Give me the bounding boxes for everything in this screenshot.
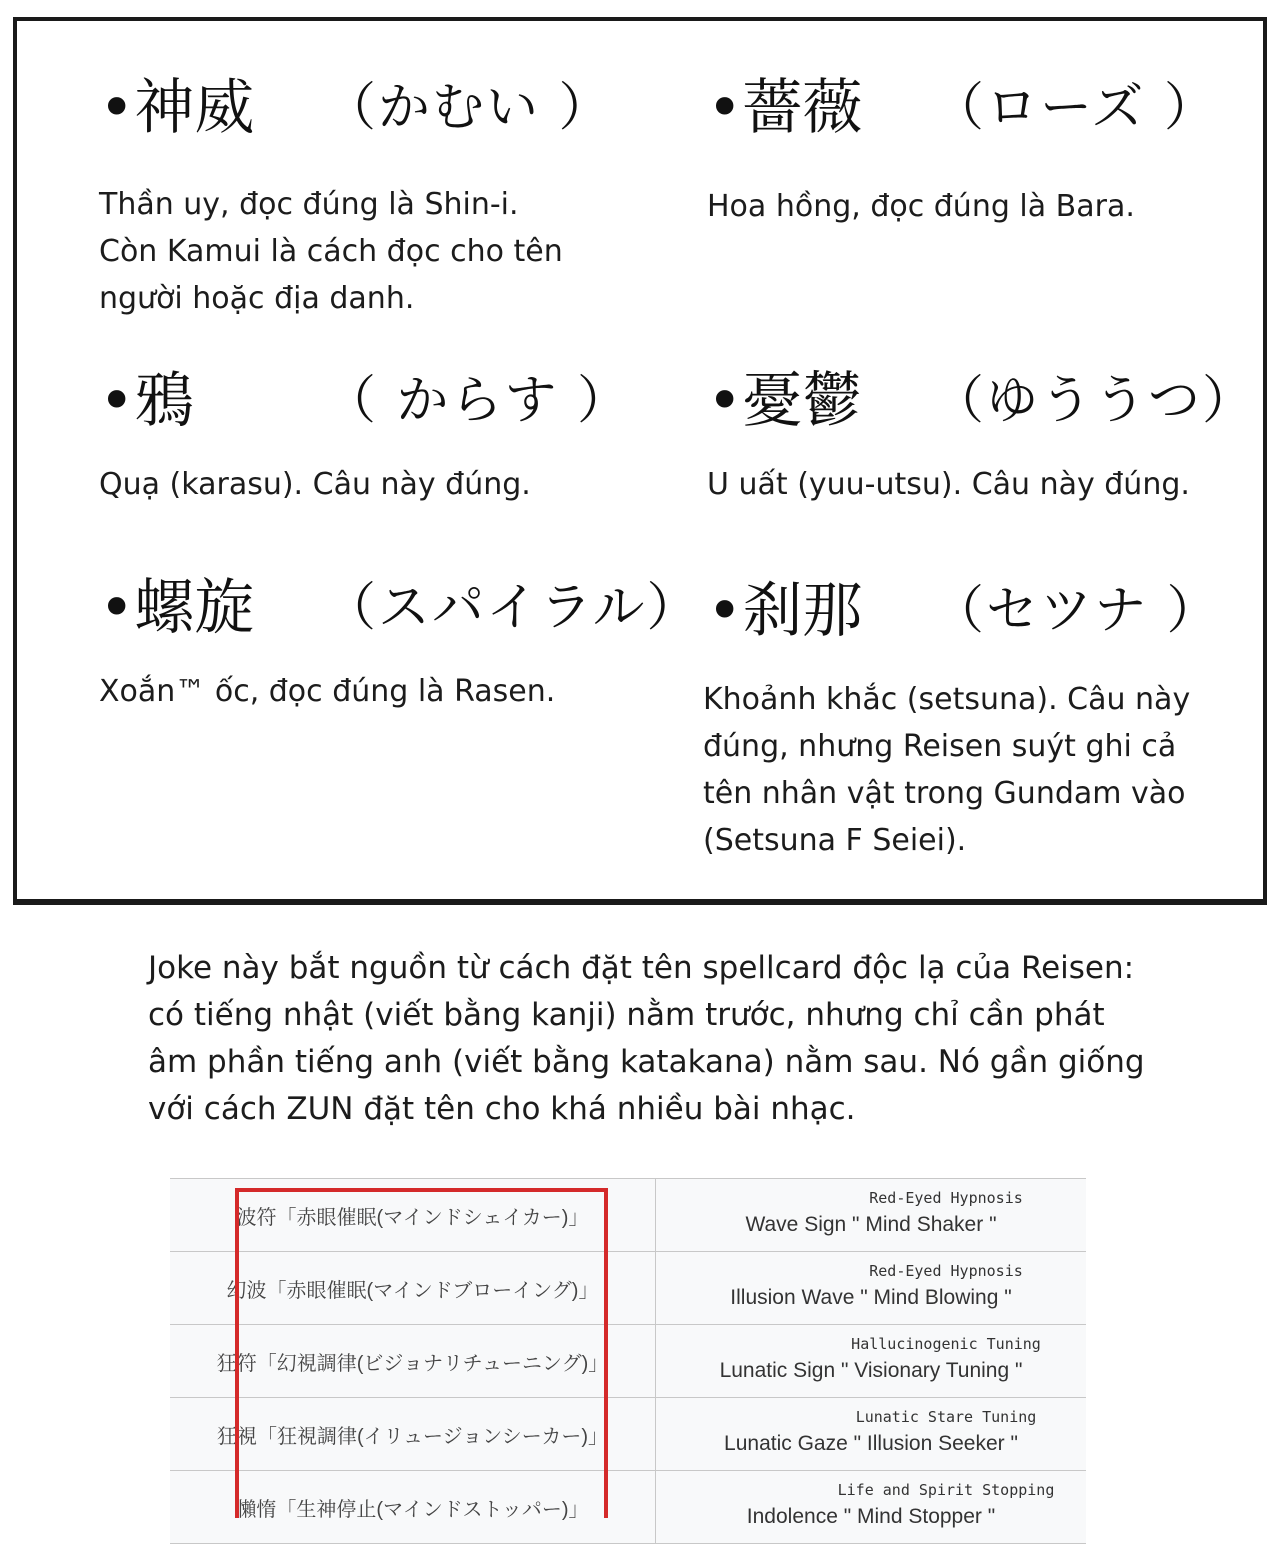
desc-line: (Setsuna F Seiei). <box>703 823 967 858</box>
spell-en-name: Indolence " Mind Stopper " <box>746 1505 996 1528</box>
reading-panel <box>13 17 1267 905</box>
kanji-text: •神威 <box>99 73 255 143</box>
desc-line: Khoảnh khắc (setsuna). Câu này <box>703 682 1191 717</box>
table-row <box>170 1398 1086 1471</box>
entry-bara <box>707 73 1227 273</box>
spell-jp-name: 波符「赤眼催眠(マインドシェイカー)」 <box>170 1179 656 1252</box>
entry-description <box>703 676 1190 864</box>
spell-en-name: Lunatic Gaze " Illusion Seeker " <box>724 1432 1018 1455</box>
entry-karasu <box>99 366 632 536</box>
entry-yuuutsu <box>707 366 1257 536</box>
spell-en-subtitle: Hallucinogenic Tuning <box>851 1335 1041 1353</box>
spell-jp-name: 狂視「狂視調律(イリュージョンシーカー)」 <box>170 1398 656 1471</box>
entry-reading: （ からす ） <box>324 371 632 431</box>
desc-line: người hoặc địa danh. <box>99 281 415 316</box>
spell-en-cell <box>656 1471 1087 1544</box>
entry-kanji <box>707 576 862 646</box>
spell-en-subtitle: Red-Eyed Hypnosis <box>869 1262 1023 1280</box>
spell-en-name: Illusion Wave " Mind Blowing " <box>730 1286 1012 1309</box>
joke-line: âm phần tiếng anh (viết bằng katakana) nằm sau. Nó gần giống <box>148 1044 1145 1080</box>
desc-line: Quạ (karasu). Câu này đúng. <box>99 467 531 502</box>
entry-reading: （かむい ） <box>324 78 613 138</box>
spell-en-cell <box>656 1325 1087 1398</box>
desc-line: Thần uy, đọc đúng là Shin-i. <box>99 187 519 222</box>
joke-line: với cách ZUN đặt tên cho khá nhiều bài nhạc. <box>148 1091 856 1127</box>
desc-line: đúng, nhưng Reisen suýt ghi cả <box>703 729 1177 764</box>
spell-en-cell <box>656 1179 1087 1252</box>
spell-en-subtitle: Red-Eyed Hypnosis <box>869 1189 1023 1207</box>
kanji-text: •鴉 <box>99 366 195 436</box>
entry-description <box>707 461 1190 508</box>
spell-en-name: Wave Sign " Mind Shaker " <box>745 1213 997 1236</box>
joke-line: có tiếng nhật (viết bằng kanji) nằm trước, nhưng chỉ cần phát <box>148 997 1105 1033</box>
kanji-text: •刹那 <box>707 576 863 646</box>
table-row <box>170 1325 1086 1398</box>
spell-jp-name: 幻波「赤眼催眠(マインドブローイング)」 <box>170 1252 656 1325</box>
entry-description <box>99 181 563 322</box>
spell-jp-name: 懶惰「生神停止(マインドストッパー)」 <box>170 1471 656 1544</box>
desc-line: U uất (yuu-utsu). Câu này đúng. <box>707 467 1190 502</box>
entry-kanji <box>99 73 254 143</box>
kanji-text: •憂鬱 <box>707 366 863 436</box>
spell-en-subtitle: Lunatic Stare Tuning <box>855 1408 1037 1426</box>
spell-en-subtitle: Life and Spirit Stopping <box>837 1481 1055 1499</box>
desc-line: Xoắn™ ốc, đọc đúng là Rasen. <box>99 674 556 709</box>
joke-line: Joke này bắt nguồn từ cách đặt tên spellcard độc lạ của Reisen: <box>148 950 1135 986</box>
entry-kanji <box>707 366 862 436</box>
table-row <box>170 1471 1086 1544</box>
table-row <box>170 1252 1086 1325</box>
entry-reading: （セツナ ） <box>932 581 1221 641</box>
desc-line: Hoa hồng, đọc đúng là Bara. <box>707 189 1135 224</box>
desc-line: tên nhân vật trong Gundam vào <box>703 776 1186 811</box>
spell-en-cell <box>656 1398 1087 1471</box>
desc-line: Còn Kamui là cách đọc cho tên <box>99 234 563 269</box>
joke-explanation <box>148 945 1178 1133</box>
entry-rasen <box>99 573 701 743</box>
entry-description <box>99 668 555 715</box>
spell-en-name: Lunatic Sign " Visionary Tuning " <box>719 1359 1023 1382</box>
entry-reading: （スパイラル） <box>324 578 701 638</box>
entry-setsuna <box>703 576 1247 876</box>
spell-en-cell <box>656 1252 1087 1325</box>
entry-description <box>99 461 531 508</box>
table-row <box>170 1179 1086 1252</box>
entry-description <box>707 183 1135 230</box>
entry-reading: （ローズ ） <box>932 78 1218 138</box>
spell-jp-name: 狂符「幻視調律(ビジョナリチューニング)」 <box>170 1325 656 1398</box>
entry-kanji <box>99 366 194 436</box>
entry-kamui <box>99 73 619 333</box>
kanji-text: •薔薇 <box>707 73 863 143</box>
spellcard-table <box>170 1178 1086 1544</box>
entry-kanji <box>707 73 862 143</box>
entry-reading: （ゆううつ） <box>932 371 1257 431</box>
entry-kanji <box>99 573 254 643</box>
kanji-text: •螺旋 <box>99 573 255 643</box>
